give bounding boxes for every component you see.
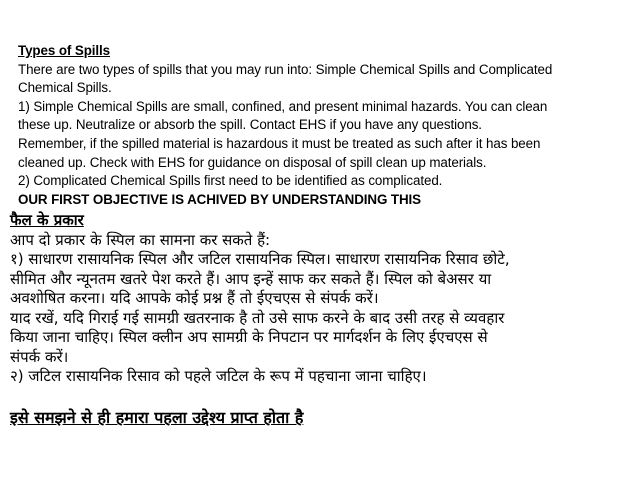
english-line: There are two types of spills that you may run into: Simple Chemical Spills and Complicated bbox=[18, 61, 553, 77]
english-title: Types of Spills bbox=[18, 43, 111, 58]
english-objective: OUR FIRST OBJECTIVE IS ACHIVED BY UNDERSTANDING THIS bbox=[18, 191, 422, 207]
english-line: Remember, if the spilled material is hazardous it must be treated as such after it has been bbox=[18, 135, 541, 151]
hindi-line: संपर्क करें। bbox=[10, 347, 69, 366]
english-section bbox=[18, 42, 628, 209]
hindi-line: सीमित और न्यूनतम खतरे पेश करते हैं। आप इन्हें साफ कर सकते हैं। स्पिल को बेअसर या bbox=[10, 269, 492, 288]
hindi-line: आप दो प्रकार के स्पिल का सामना कर सकते हैं: bbox=[10, 230, 271, 249]
hindi-line: २) जटिल रासायनिक रिसाव को पहले जटिल के रूप में पहचाना जाना चाहिए। bbox=[10, 367, 427, 385]
hindi-line: याद रखें, यदि गिराई गई सामग्री खतरनाक है तो उसे साफ करने के बाद उसी तरह से व्यवहार bbox=[10, 308, 505, 327]
english-line: Chemical Spills. bbox=[18, 80, 112, 96]
hindi-line: १) साधारण रासायनिक स्पिल और जटिल रासायनिक स्पिल। साधारण रासायनिक रिसाव छोटे, bbox=[10, 250, 510, 268]
hindi-line: किया जाना चाहिए। स्पिल क्लीन अप सामग्री के निपटान पर मार्गदर्शन के लिए ईएचएस से bbox=[10, 328, 488, 346]
english-line: 2) Complicated Chemical Spills first need to be identified as complicated. bbox=[18, 173, 443, 189]
english-line: these up. Neutralize or absorb the spill. Contact EHS if you have any questions. bbox=[18, 117, 482, 133]
english-line: cleaned up. Check with EHS for guidance on disposal of spill clean up materials. bbox=[18, 154, 487, 170]
hindi-final-statement: इसे समझने से ही हमारा पहला उद्देश्य प्राप्त होता है bbox=[10, 408, 304, 427]
english-line: 1) Simple Chemical Spills are small, confined, and present minimal hazards. You can clean bbox=[18, 98, 548, 114]
hindi-title: फैल के प्रकार bbox=[10, 211, 84, 229]
hindi-line: अवशोषित करना। यदि आपके कोई प्रश्न हैं तो ईएचएस से संपर्क करें। bbox=[10, 289, 379, 307]
hindi-section bbox=[10, 211, 630, 387]
